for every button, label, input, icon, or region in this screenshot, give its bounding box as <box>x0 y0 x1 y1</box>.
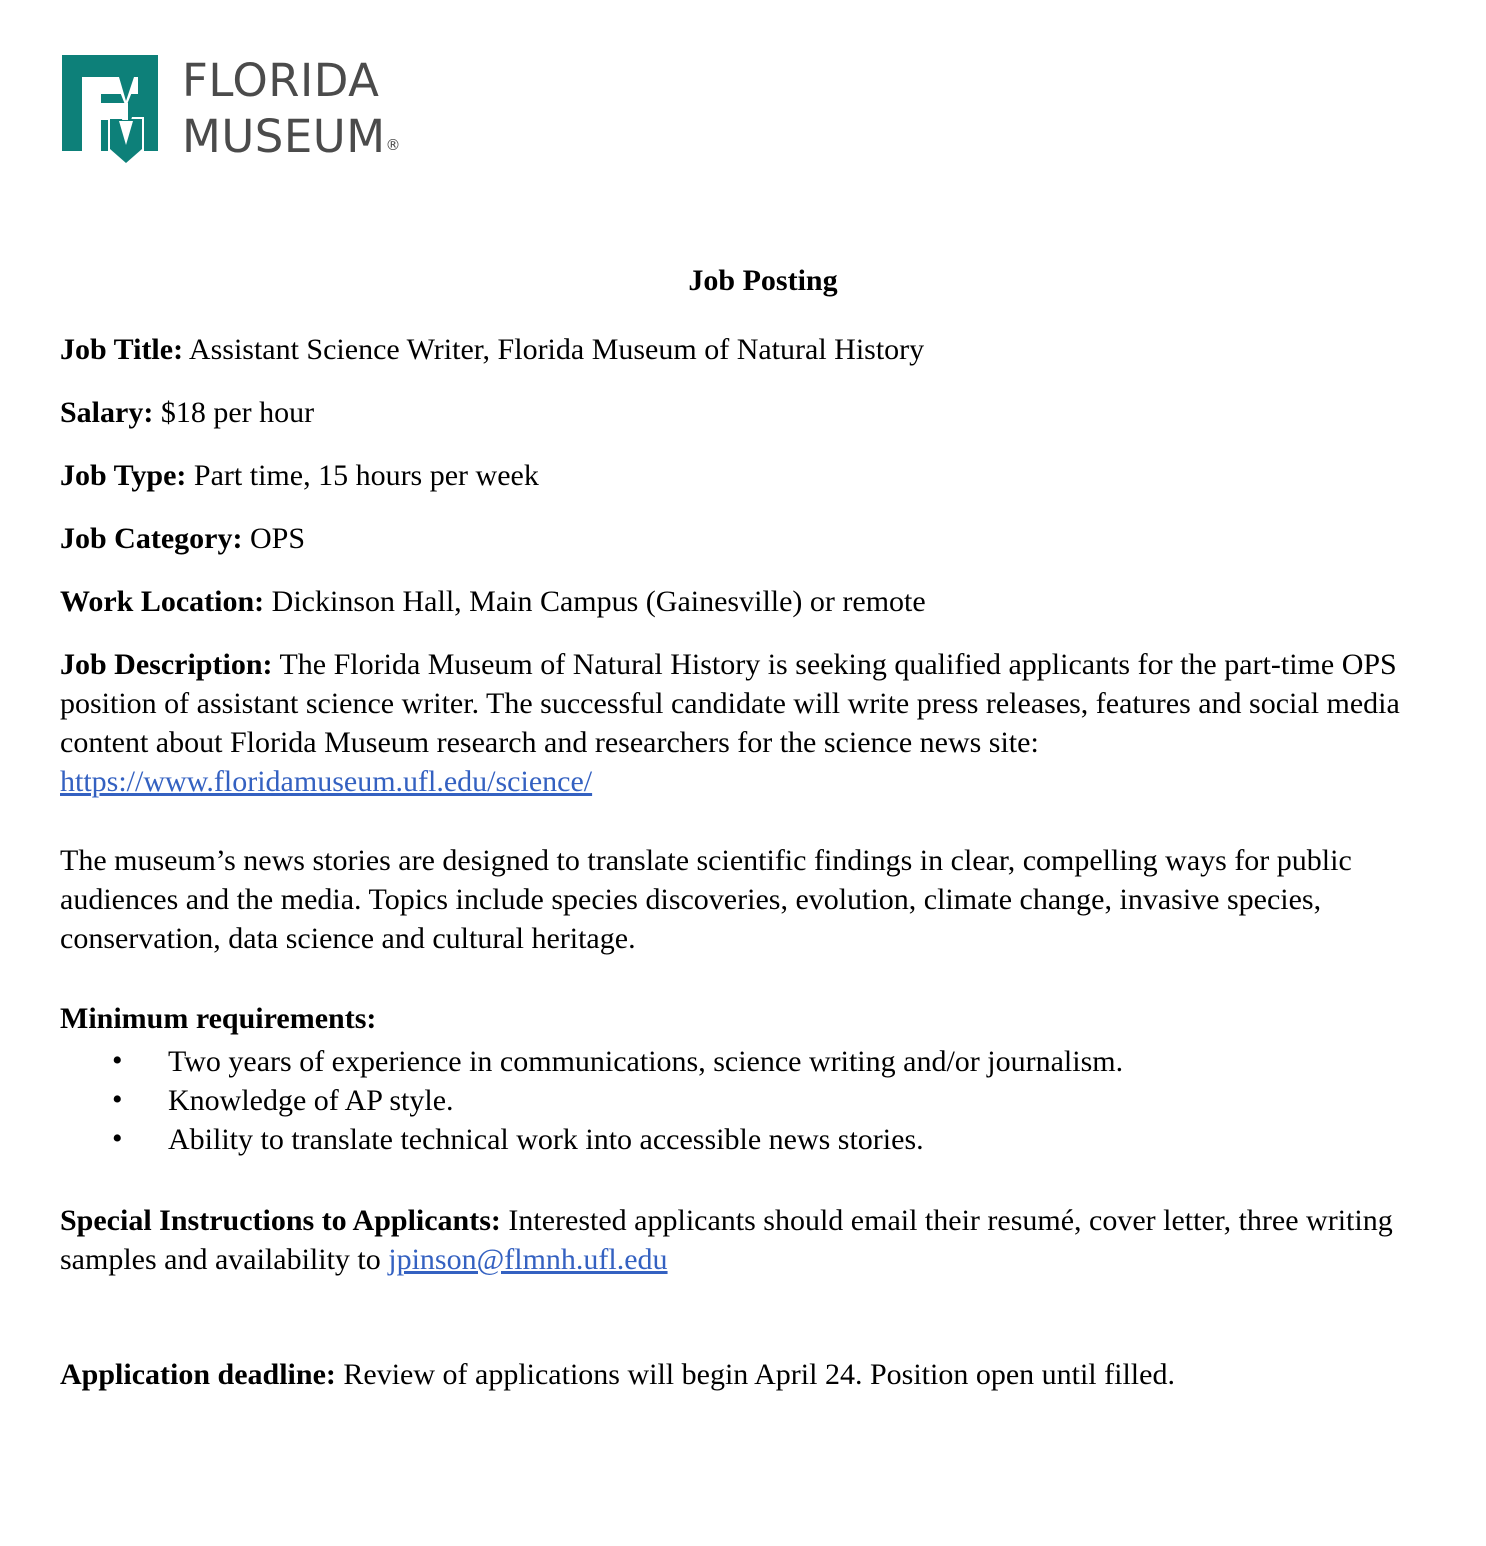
field-job-category-value: OPS <box>242 522 306 555</box>
special-instructions-text: Interested applicants should email their resumé, cover letter, three writing samples and availability to <box>60 1204 1393 1276</box>
wordmark-line-2 <box>182 109 401 173</box>
registered-trademark-icon: ® <box>385 136 401 154</box>
special-instructions-paragraph <box>60 1201 1472 1279</box>
florida-museum-logo <box>62 55 462 167</box>
spacer <box>60 1185 1472 1201</box>
field-work-location-label: Work Location: <box>60 585 265 618</box>
list-item: • Ability to translate technical work into accessible news stories. <box>60 1120 1472 1159</box>
museum-wordmark <box>182 53 401 173</box>
field-work-location <box>60 582 1472 621</box>
list-item: • Knowledge of AP style. <box>60 1081 1472 1120</box>
application-deadline-label: Application deadline: <box>60 1358 336 1391</box>
job-description-text: The Florida Museum of Natural History is seeking qualified applicants for the part-time OPS position of assistant science writer. The successful candidate will write press releases, features and social media content about Florida Museum research and researchers for the science news site: <box>60 648 1400 759</box>
field-job-title-label: Job Title: <box>60 333 184 366</box>
field-salary-value: $18 per hour <box>153 396 315 429</box>
contact-email-link[interactable]: jpinson@flmnh.ufl.edu <box>388 1243 668 1276</box>
field-job-type <box>60 456 1472 495</box>
spacer <box>60 825 1472 841</box>
application-deadline-text: Review of applications will begin April 24. Position open until filled. <box>335 1358 1175 1391</box>
field-job-title <box>60 330 1472 369</box>
field-work-location-value: Dickinson Hall, Main Campus (Gainesville) or remote <box>264 585 926 618</box>
field-salary-label: Salary: <box>60 396 154 429</box>
page-title: Job Posting <box>688 264 838 297</box>
application-deadline-paragraph <box>60 1355 1472 1394</box>
wordmark-line-1: FLORIDA <box>182 54 380 107</box>
job-description-paragraph <box>60 645 1472 801</box>
field-job-title-value: Assistant Science Writer, Florida Museum of Natural History <box>183 333 925 366</box>
document-body <box>60 262 1472 1418</box>
field-job-category <box>60 519 1472 558</box>
special-instructions-label: Special Instructions to Applicants: <box>60 1204 501 1237</box>
field-job-type-label: Job Type: <box>60 459 187 492</box>
wordmark-line-2-text: MUSEUM <box>182 110 386 163</box>
job-description-label: Job Description: <box>60 648 273 681</box>
museum-news-paragraph: The museum’s news stories are designed to translate scientific findings in clear, compelling ways for public audiences and the media. Topics include species discoveries, evolution, climate change, invasive species, conservation, data science and cultural heritage. <box>60 844 1352 955</box>
fm-monogram-icon <box>62 55 166 167</box>
list-item: • Two years of experience in communications, science writing and/or journalism. <box>60 1042 1472 1081</box>
science-news-site-link[interactable]: https://www.floridamuseum.ufl.edu/science/ <box>60 765 593 798</box>
spacer <box>60 984 1472 1000</box>
field-salary <box>60 393 1472 432</box>
minimum-requirements-heading: Minimum requirements: <box>60 1002 377 1035</box>
field-job-type-value: Part time, 15 hours per week <box>186 459 539 492</box>
spacer <box>60 1303 1472 1355</box>
minimum-requirements-list <box>60 1042 1472 1159</box>
field-job-category-label: Job Category: <box>60 522 243 555</box>
